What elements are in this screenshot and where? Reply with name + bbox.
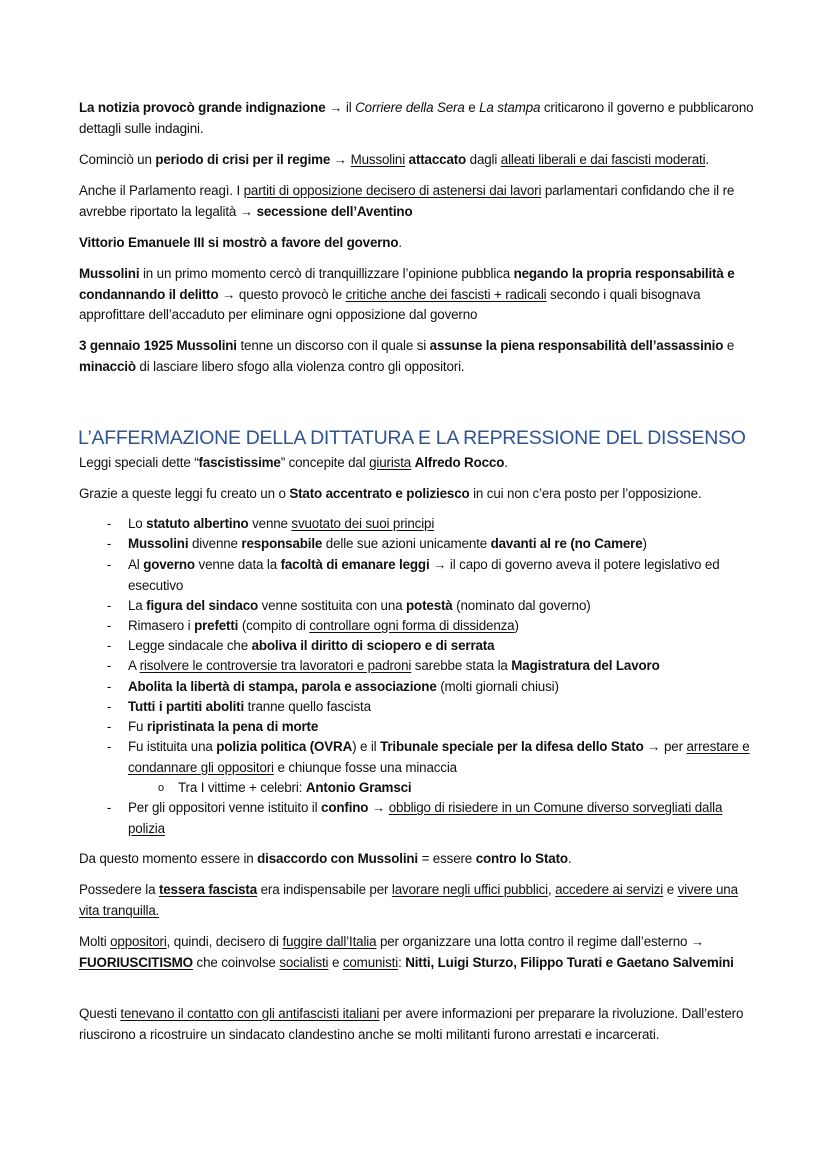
dash-bullet-icon: - bbox=[106, 699, 112, 714]
list-item-text: Tutti i partiti aboliti tranne quello fascista bbox=[128, 699, 371, 714]
list-item-text: A risolvere le controversie tra lavoratori e padroni sarebbe stata la Magistratura del Lavoro bbox=[128, 658, 660, 673]
emphasis-text: fascistissime bbox=[198, 455, 281, 470]
underlined-text: fuggire dall’Italia bbox=[282, 934, 377, 949]
list-item bbox=[106, 596, 758, 617]
list-item-text: Per gli oppositori venne istituito il confino → obbligo di risiedere in un Comune diverso sorvegliati dalla polizia bbox=[128, 800, 723, 836]
underlined-text: partiti di opposizione decisero di astenersi dai lavori bbox=[243, 183, 542, 198]
list-item-text: Legge sindacale che aboliva il diritto di sciopero e di serrata bbox=[128, 638, 495, 653]
emphasis-text: Nitti, Luigi Sturzo, Filippo Turati e Gaetano Salvemini bbox=[405, 954, 734, 970]
emphasis-text: attaccato bbox=[408, 152, 467, 167]
emphasis-text: Alfredo Rocco bbox=[414, 455, 505, 470]
emphasis-text: tessera fascista bbox=[158, 882, 258, 897]
emphasis-text: Antonio Gramsci bbox=[305, 780, 412, 795]
list-item bbox=[106, 717, 758, 738]
dash-bullet-icon: - bbox=[106, 679, 112, 694]
emphasis-text: figura del sindaco bbox=[146, 598, 259, 613]
paragraph-p6: 3 gennaio 1925 Mussolini tenne un discorso con il quale si assunse la piena responsabilità dell’assassinio e minacciò di lasciare libero sfogo alla violenza contro gli oppositori. bbox=[79, 338, 735, 374]
paragraph-p12: Questi tenevano il contatto con gli antifascisti italiani per avere informazioni per preparare la rivoluzione. Dall’estero riuscirono a ricostruire un sindacato clandestino anche se molti militanti furono arrestati e incarcerati. bbox=[79, 1006, 744, 1042]
list-item-text: Abolita la libertà di stampa, parola e associazione (molti giornali chiusi) bbox=[128, 679, 559, 694]
dash-bullet-icon: - bbox=[106, 739, 112, 754]
dash-bullet-icon: - bbox=[106, 658, 112, 673]
underlined-text: tenevano il contatto con gli antifascisti italiani bbox=[120, 1006, 380, 1021]
list-item bbox=[106, 656, 758, 677]
emphasis-text: contro lo Stato bbox=[475, 851, 568, 866]
circle-bullet-icon: o bbox=[158, 782, 164, 794]
paragraph-p8: Grazie a queste leggi fu creato un o Stato accentrato e poliziesco in cui non c’era posto per l’opposizione. bbox=[79, 486, 702, 501]
paragraph-p3: Anche il Parlamento reagì. I partiti di opposizione decisero di astenersi dai lavori parlamentari confidando che il re avrebbe riportato la legalità → secessione dell’Aventino bbox=[79, 183, 735, 219]
paragraph-p5: Mussolini in un primo momento cercò di tranquillizzare l’opinione pubblica negando la propria responsabilità e condannando il delitto → questo provocò le critiche anche dei fascisti + radicali secondo i quali bisognava approfittare dell’accaduto per eliminare ogni opposizione dal governo bbox=[79, 266, 735, 322]
underlined-text: svuotato dei suoi principi bbox=[291, 516, 435, 531]
underlined-text: alleati liberali e dai fascisti moderati bbox=[500, 152, 706, 167]
emphasis-text: polizia politica (OVRA bbox=[216, 739, 353, 754]
emphasis-text: FUORIUSCITISMO bbox=[79, 954, 193, 970]
dash-bullet-icon: - bbox=[106, 618, 112, 633]
emphasis-text: Mussolini bbox=[79, 266, 140, 281]
emphasis-text: governo bbox=[143, 557, 195, 572]
list-item-text: Rimasero i prefetti (compito di controllare ogni forma di dissidenza) bbox=[128, 618, 519, 633]
underlined-text: risolvere le controversie tra lavoratori e padroni bbox=[139, 658, 412, 673]
emphasis-text: aboliva il diritto di sciopero e di serrata bbox=[251, 638, 495, 653]
underlined-text: comunisti bbox=[342, 954, 399, 970]
paragraph-p10: Possedere la tessera fascista era indispensabile per lavorare negli uffici pubblici, accedere ai servizi e vivere una vita tranquilla. bbox=[79, 882, 738, 918]
dash-bullet-icon: - bbox=[106, 719, 112, 734]
list-item bbox=[106, 798, 758, 839]
underlined-text: accedere ai servizi bbox=[555, 882, 664, 897]
underlined-text: giurista bbox=[369, 455, 412, 470]
emphasis-text: davanti al re (no Camere bbox=[490, 536, 643, 551]
emphasis-text: disaccordo con Mussolini bbox=[257, 851, 418, 866]
paragraph-p4: Vittorio Emanuele III si mostrò a favore del governo. bbox=[79, 235, 402, 250]
list-item-text: Lo statuto albertino venne svuotato dei suoi principi bbox=[128, 516, 435, 531]
emphasis-text: responsabile bbox=[241, 536, 323, 551]
list-item bbox=[106, 697, 758, 718]
italic-text: Corriere della Sera bbox=[355, 100, 465, 115]
emphasis-text: statuto albertino bbox=[146, 516, 249, 531]
list-item bbox=[106, 555, 758, 596]
emphasis-text: Tribunale speciale per la difesa dello Stato bbox=[380, 739, 644, 754]
emphasis-text: ripristinata la pena di morte bbox=[146, 719, 319, 734]
list-item-text: Fu istituita una polizia politica (OVRA) e il Tribunale speciale per la difesa dello Stato → per arrestare e condannare gli oppositori e chiunque fosse una minaccia bbox=[128, 739, 750, 775]
emphasis-text: potestà bbox=[406, 598, 453, 613]
list-item bbox=[106, 737, 758, 778]
list-item bbox=[106, 677, 758, 698]
list-item bbox=[106, 534, 758, 555]
list-item-text: Al governo venne data la facoltà di emanare leggi → il capo di governo aveva il potere legislativo ed esecutivo bbox=[128, 557, 720, 593]
underlined-text: critiche anche dei fascisti + radicali bbox=[345, 286, 547, 302]
emphasis-text: Abolita la libertà di stampa, parola e associazione bbox=[128, 679, 437, 694]
emphasis-text: negando la propria responsabilità e condannando il delitto bbox=[79, 266, 735, 302]
emphasis-text: Stato accentrato e poliziesco bbox=[289, 486, 470, 501]
emphasis-text: confino bbox=[321, 800, 369, 815]
emphasis-text: Magistratura del Lavoro bbox=[511, 658, 660, 673]
emphasis-text: minacciò bbox=[79, 358, 136, 374]
emphasis-text: 3 gennaio 1925 Mussolini bbox=[79, 338, 237, 353]
paragraph-p2: Cominciò un periodo di crisi per il regime → Mussolini attaccato dagli alleati liberali e dai fascisti moderati. bbox=[79, 152, 709, 167]
underlined-text: socialisti bbox=[279, 954, 329, 970]
underlined-text: obbligo di risiedere in un Comune diverso sorvegliati dalla polizia bbox=[128, 800, 723, 836]
underlined-text: vivere una vita tranquilla. bbox=[79, 882, 738, 918]
emphasis-text: secessione dell’Aventino bbox=[256, 203, 413, 219]
list-item bbox=[106, 636, 758, 657]
dash-bullet-icon: - bbox=[106, 638, 112, 653]
list-item-text: La figura del sindaco venne sostituita con una potestà (nominato dal governo) bbox=[128, 598, 591, 613]
underlined-text: controllare ogni forma di dissidenza bbox=[309, 618, 515, 633]
list-item-text: Fu ripristinata la pena di morte bbox=[128, 719, 319, 734]
paragraph-p9: Da questo momento essere in disaccordo con Mussolini = essere contro lo Stato. bbox=[79, 851, 572, 866]
underlined-text: lavorare negli uffici pubblici bbox=[391, 882, 548, 897]
underlined-text: arrestare e condannare gli oppositori bbox=[128, 739, 750, 775]
emphasis-text: facoltà di emanare leggi bbox=[280, 557, 430, 572]
paragraph-p1: La notizia provocò grande indignazione → il Corriere della Sera e La stampa criticarono il governo e pubblicarono dettagli sulle indagini. bbox=[79, 100, 754, 136]
paragraph-p7: Leggi speciali dette “fascistissime” concepite dal giurista Alfredo Rocco. bbox=[79, 455, 508, 470]
emphasis-text: assunse la piena responsabilità dell’assassinio bbox=[429, 338, 724, 353]
emphasis-text: La notizia provocò grande indignazione bbox=[79, 100, 326, 115]
dash-bullet-icon: - bbox=[106, 557, 112, 572]
section-heading: L’AFFERMAZIONE DELLA DITTATURA E LA REPRESSIONE DEL DISSENSO bbox=[78, 427, 746, 449]
emphasis-text: periodo di crisi per il regime bbox=[155, 152, 331, 167]
italic-text: La stampa bbox=[479, 100, 541, 115]
list-item bbox=[106, 514, 758, 535]
emphasis-text: Tutti i partiti aboliti bbox=[128, 699, 245, 714]
dash-bullet-icon: - bbox=[106, 598, 112, 613]
emphasis-text: Vittorio Emanuele III si mostrò a favore del governo bbox=[79, 235, 399, 250]
list-item-text: Mussolini divenne responsabile delle sue azioni unicamente davanti al re (no Camere) bbox=[128, 536, 647, 551]
underlined-text: Mussolini bbox=[350, 152, 406, 167]
paragraph-p11: Molti oppositori, quindi, decisero di fuggire dall’Italia per organizzare una lotta contro il regime dall’esterno → FUORIUSCITISMO che coinvolse socialisti e comunisti: Nitti, Luigi Sturzo, Filippo Turati e Gaetano Salvemini bbox=[79, 934, 734, 970]
emphasis-text: prefetti bbox=[194, 618, 239, 633]
underlined-text: oppositori bbox=[110, 934, 167, 949]
list-item bbox=[106, 616, 758, 637]
dash-bullet-icon: - bbox=[106, 536, 112, 551]
sub-list-item bbox=[158, 778, 808, 799]
list-item-text: Tra I vittime + celebri: Antonio Gramsci bbox=[178, 780, 412, 795]
dash-bullet-icon: - bbox=[106, 516, 112, 531]
dash-bullet-icon: - bbox=[106, 800, 112, 815]
emphasis-text: Mussolini bbox=[128, 536, 189, 551]
